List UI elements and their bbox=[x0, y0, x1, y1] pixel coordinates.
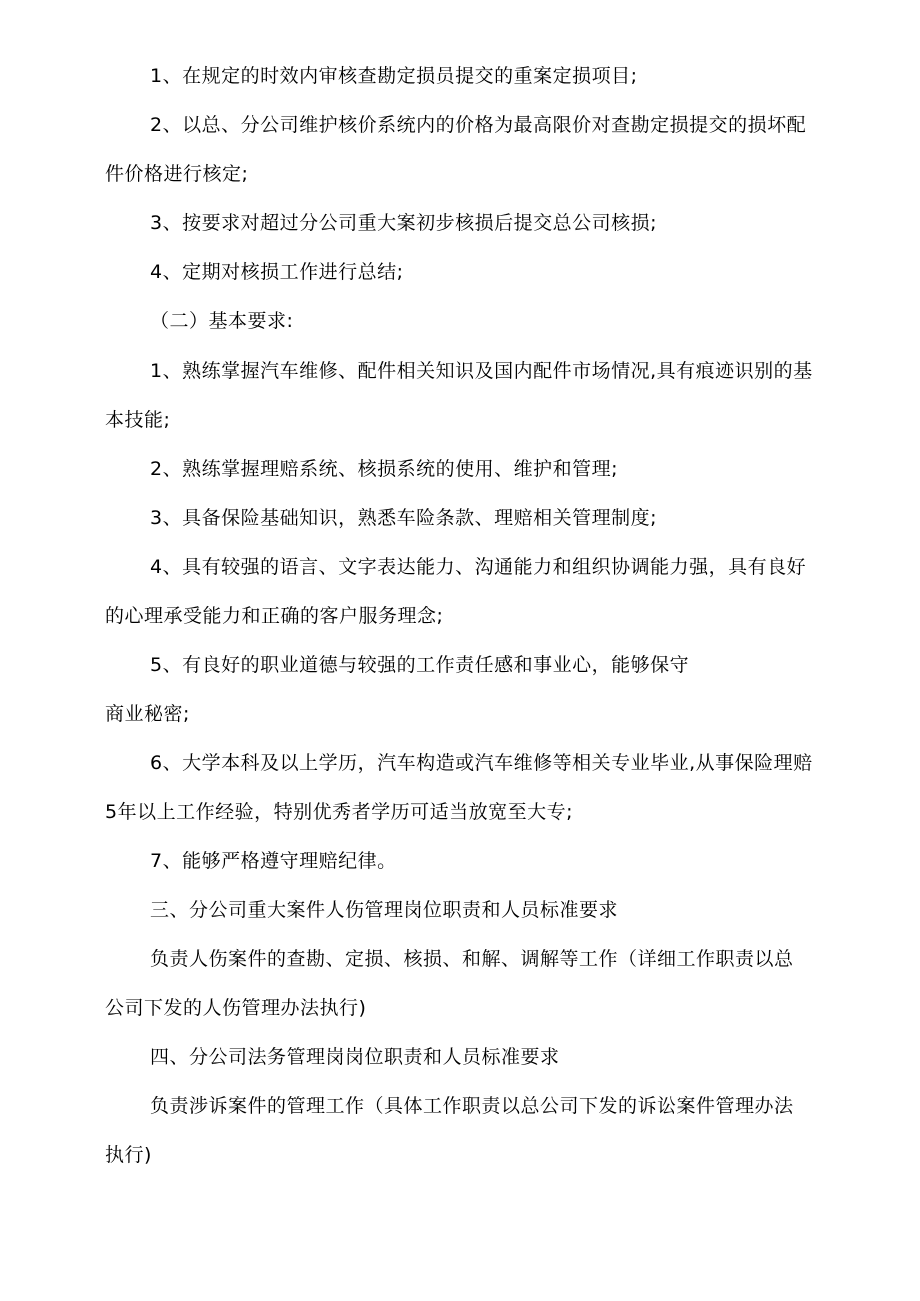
text-line: 2、熟练掌握理赔系统、核损系统的使用、维护和管理; bbox=[150, 458, 618, 480]
section-heading: （二）基本要求: bbox=[150, 310, 294, 332]
text-line: 4、具有较强的语言、文字表达能力、沟通能力和组织协调能力强，具有良好 bbox=[150, 556, 807, 578]
text-line: 1、熟练掌握汽车维修、配件相关知识及国内配件市场情况,具有痕迹识别的基 bbox=[150, 360, 813, 382]
text-line: 执行) bbox=[105, 1144, 152, 1166]
text-line: 4、定期对核损工作进行总结; bbox=[150, 261, 404, 283]
section-heading: 三、分公司重大案件人伤管理岗位职责和人员标准要求 bbox=[150, 899, 619, 921]
text-line: 负责人伤案件的查勘、定损、核损、和解、调解等工作（详细工作职责以总 bbox=[150, 948, 794, 970]
text-line: 3、按要求对超过分公司重大案初步核损后提交总公司核损; bbox=[150, 212, 657, 234]
text-line: 6、大学本科及以上学历，汽车构造或汽车维修等相关专业毕业,从事保险理赔 bbox=[150, 752, 813, 774]
text-line: 公司下发的人伤管理办法执行) bbox=[105, 997, 367, 1019]
text-line: 负责涉诉案件的管理工作（具体工作职责以总公司下发的诉讼案件管理办法 bbox=[150, 1095, 794, 1117]
section-heading: 四、分公司法务管理岗岗位职责和人员标准要求 bbox=[150, 1046, 560, 1068]
text-line: 的心理承受能力和正确的客户服务理念; bbox=[105, 605, 444, 627]
text-line: 商业秘密; bbox=[105, 703, 190, 725]
text-line: 件价格进行核定; bbox=[105, 163, 249, 185]
text-line: 3、具备保险基础知识，熟悉车险条款、理赔相关管理制度; bbox=[150, 507, 657, 529]
text-line: 5、有良好的职业道德与较强的工作责任感和事业心，能够保守 bbox=[150, 654, 690, 676]
text-line: 7、能够严格遵守理赔纪律。 bbox=[150, 850, 397, 872]
text-line: 1、在规定的时效内审核查勘定损员提交的重案定损项目; bbox=[150, 65, 638, 87]
text-line: 2、以总、分公司维护核价系统内的价格为最高限价对查勘定损提交的损坏配 bbox=[150, 114, 807, 136]
text-line: 本技能; bbox=[105, 409, 171, 431]
text-line: 5年以上工作经验，特别优秀者学历可适当放宽至大专; bbox=[105, 801, 573, 823]
